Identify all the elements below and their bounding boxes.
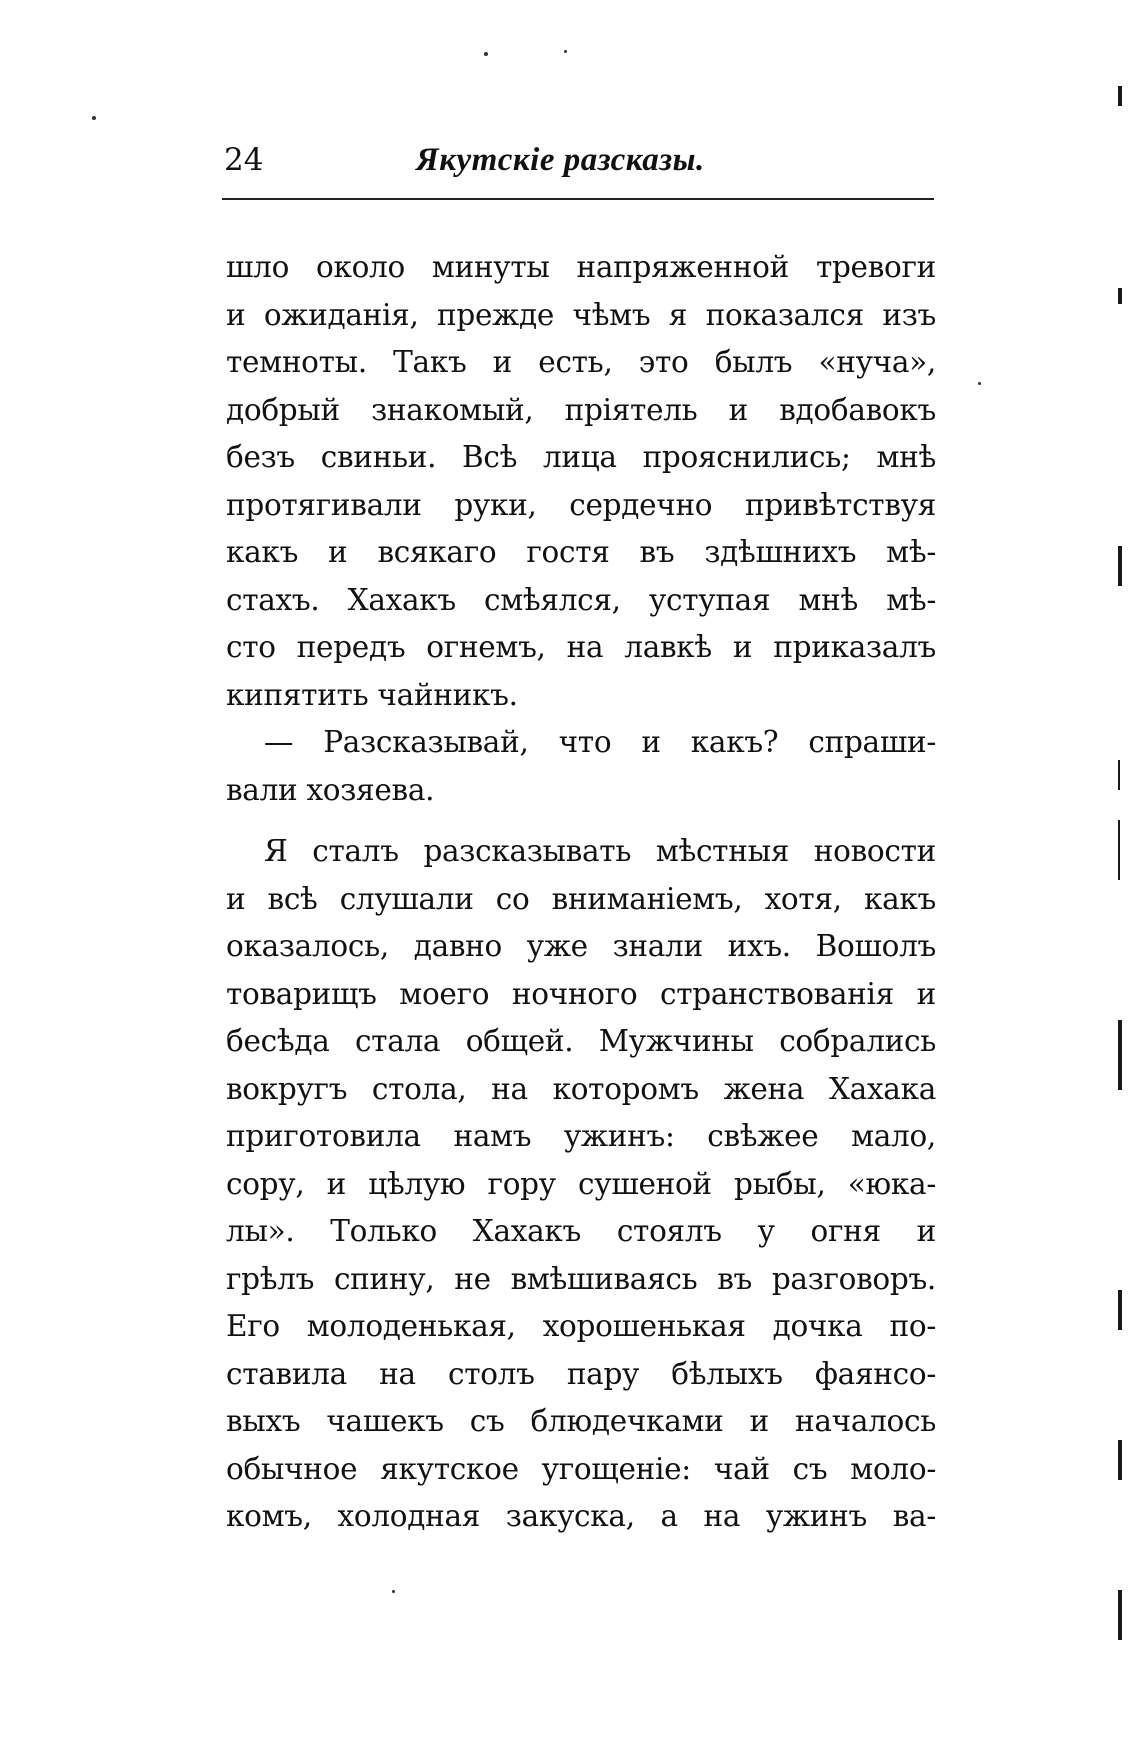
- running-title: Якутскіе разсказы.: [416, 142, 705, 178]
- text-line: сору, и цѣлую гору сушеной рыбы, «юка-: [226, 1166, 936, 1201]
- scan-edge-mark: [1118, 1020, 1122, 1090]
- header-rule: [222, 198, 934, 200]
- text-line: шло около минуты напряженной тревоги: [226, 250, 936, 284]
- text-line: грѣлъ спину, не вмѣшиваясь въ разговоръ.: [226, 1261, 936, 1296]
- text-line: добрый знакомый, пріятель и вдобавокъ: [226, 392, 936, 427]
- scan-edge-mark: [1118, 86, 1122, 106]
- text-line: ставила на столъ пару бѣлыхъ фаянсо-: [226, 1356, 936, 1391]
- text-line: вали хозяева.: [226, 772, 435, 807]
- text-line: какъ и всякаго гостя въ здѣшнихъ мѣ-: [226, 535, 936, 569]
- scan-speck: [484, 52, 488, 56]
- text-line: обычное якутское угощеніе: чай съ моло-: [226, 1451, 936, 1486]
- scan-speck: [564, 50, 567, 53]
- scan-edge-mark: [1118, 760, 1120, 790]
- text-line: лы». Только Хахакъ стоялъ у огня и: [226, 1214, 936, 1248]
- paragraph-3: [226, 828, 936, 1541]
- text-line: сто передъ огнемъ, на лавкѣ и приказалъ: [226, 630, 936, 664]
- text-line: Я сталъ разсказывать мѣстныя новости: [264, 834, 936, 868]
- paragraph-1: [226, 244, 936, 719]
- text-line: товарищъ моего ночного странствованія и: [226, 976, 936, 1011]
- page-header: [224, 140, 932, 190]
- text-line: оказалось, давно уже знали ихъ. Вошолъ: [226, 929, 936, 963]
- text-line: безъ свиньи. Всѣ лица прояснились; мнѣ: [226, 440, 936, 474]
- text-line: стахъ. Хахакъ смѣялся, уступая мнѣ мѣ-: [226, 582, 936, 617]
- text-line: — Разсказывай, что и какъ? спраши-: [264, 725, 936, 759]
- text-line: вокругъ стола, на которомъ жена Хахака: [226, 1071, 936, 1106]
- text-line: приготовила намъ ужинъ: свѣжее мало,: [226, 1119, 936, 1153]
- scan-edge-mark: [1118, 546, 1122, 586]
- scan-edge-mark: [1118, 1290, 1122, 1330]
- scan-edge-mark: [1118, 820, 1120, 880]
- scan-edge-mark: [1118, 1590, 1122, 1640]
- text-line: кипятить чайникъ.: [226, 677, 518, 712]
- text-line: выхъ чашекъ съ блюдечками и началось: [226, 1404, 936, 1438]
- text-line: темноты. Такъ и есть, это былъ «нуча»,: [226, 345, 936, 379]
- scan-speck: [92, 116, 96, 120]
- page-number: 24: [224, 142, 264, 178]
- text-line: и ожиданія, прежде чѣмъ я показался изъ: [226, 297, 936, 332]
- text-line: и всѣ слушали со вниманіемъ, хотя, какъ: [226, 881, 936, 916]
- text-line: Его молоденькая, хорошенькая дочка по-: [226, 1309, 936, 1343]
- text-line: комъ, холодная закуска, а на ужинъ ва-: [226, 1499, 936, 1533]
- scan-speck: [978, 382, 981, 385]
- text-line: бесѣда стала общей. Мужчины собрались: [226, 1024, 936, 1058]
- body-text: [226, 244, 936, 1541]
- text-line: протягивали руки, сердечно привѣтствуя: [226, 487, 936, 522]
- scan-edge-mark: [1118, 1440, 1122, 1480]
- paragraph-2: [226, 719, 936, 814]
- scan-edge-mark: [1118, 288, 1122, 304]
- scan-speck: [392, 1590, 395, 1593]
